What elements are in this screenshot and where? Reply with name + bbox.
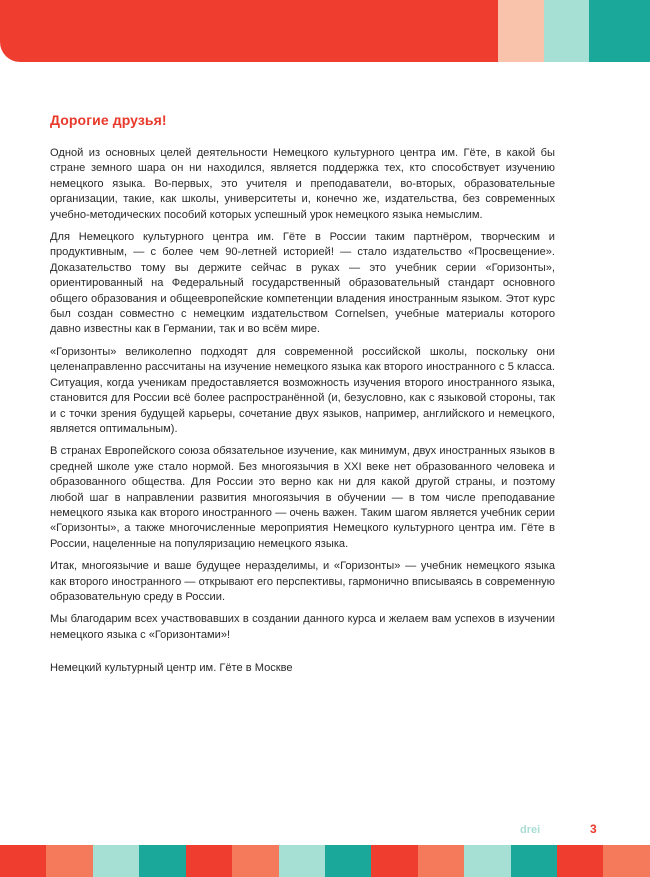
paragraph-2: Для Немецкого культурного центра им. Гёте в России таким партнёром, творческим и продуктивным, — с более чем 90-летней историей! — стало издательство «Просвещение». Доказательство тому вы держите сейчас в руках — это учебник серии «Горизонты», ориентированный на Федеральный государственный образовательный стандарт основного общего образования и общеевропейские компетенции владения иностранным языком. Этот курс был создан совместно с немецким издательством Cornelsen, учебные материалы которого давно известны как в Германии, так и во всём мире.	[50, 231, 555, 336]
stripe-cell	[325, 845, 371, 877]
paragraph-6: Мы благодарим всех участвовавших в создании данного курса и желаем вам успехов в изучении немецкого языка с «Горизонтами»!	[50, 613, 555, 641]
stripe-cell	[139, 845, 185, 877]
paragraph-5: Итак, многоязычие и ваше будущее неразделимы, и «Горизонты» — учебник немецкого языка как второго иностранного — открывают его перспективы, гармонично вписываясь в современную образовательную среду в России.	[50, 560, 555, 603]
top-bar-peach-segment	[498, 0, 544, 62]
top-bar-teal-segment	[589, 0, 650, 62]
top-color-bar	[0, 0, 650, 62]
stripe-cell	[46, 845, 92, 877]
page-number: 3	[590, 822, 597, 836]
stripe-cell	[557, 845, 603, 877]
bottom-color-stripe	[0, 845, 650, 877]
letter-body	[50, 112, 555, 677]
signature: Немецкий культурный центр им. Гёте в Москве	[50, 662, 293, 675]
stripe-cell	[371, 845, 417, 877]
stripe-cell	[93, 845, 139, 877]
stripe-cell	[279, 845, 325, 877]
stripe-cell	[0, 845, 46, 877]
stripe-cell	[464, 845, 510, 877]
paragraph-4: В странах Европейского союза обязательное изучение, как минимум, двух иностранных языков в средней школе уже стало нормой. Без многоязычия в XXI веке нет образованного человека и образованного общества. Для России это верно как ни для какой другой страны, и поэтому любой шаг в направлении развития многоязычия в обучении — в том числе преподавание немецкого языка как второго иностранного — очень важен. Таким шагом является учебник серии «Горизонты», а также многочисленные мероприятия Немецкого культурного центра им. Гёте в России, нацеленные на популяризацию немецкого языка.	[50, 445, 555, 550]
paragraph-3: «Горизонты» великолепно подходят для современной российской школы, поскольку они целенаправленно рассчитаны на изучение немецкого языка как второго иностранного с 5 класса. Ситуация, когда ученикам предоставляется возможность изучения второго иностранного языка, становится для России всё более распространённой (и, безусловно, как с языковой стороны, так и с точки зрения будущей карьеры, сочетание двух языков, например, английского и немецкого, является оптимальным).	[50, 345, 555, 435]
stripe-cell	[186, 845, 232, 877]
top-bar-mint-segment	[544, 0, 589, 62]
stripe-cell	[232, 845, 278, 877]
top-bar-red-segment	[0, 0, 498, 62]
footer-word: drei	[520, 824, 541, 836]
stripe-cell	[418, 845, 464, 877]
stripe-cell	[603, 845, 649, 877]
stripe-cell	[511, 845, 557, 877]
page-title: Дорогие друзья!	[50, 112, 167, 128]
paragraph-1: Одной из основных целей деятельности Немецкого культурного центра им. Гёте, в какой бы стране земного шара он ни находился, является поддержка тех, кто способствует изучению немецкого языка. Во-первых, это учителя и преподаватели, во-вторых, образовательные организации, такие, как школы, университеты и, конечно же, издательства, без современных учебно-методических пособий которых успешный урок немецкого языка немыслим.	[50, 147, 555, 221]
